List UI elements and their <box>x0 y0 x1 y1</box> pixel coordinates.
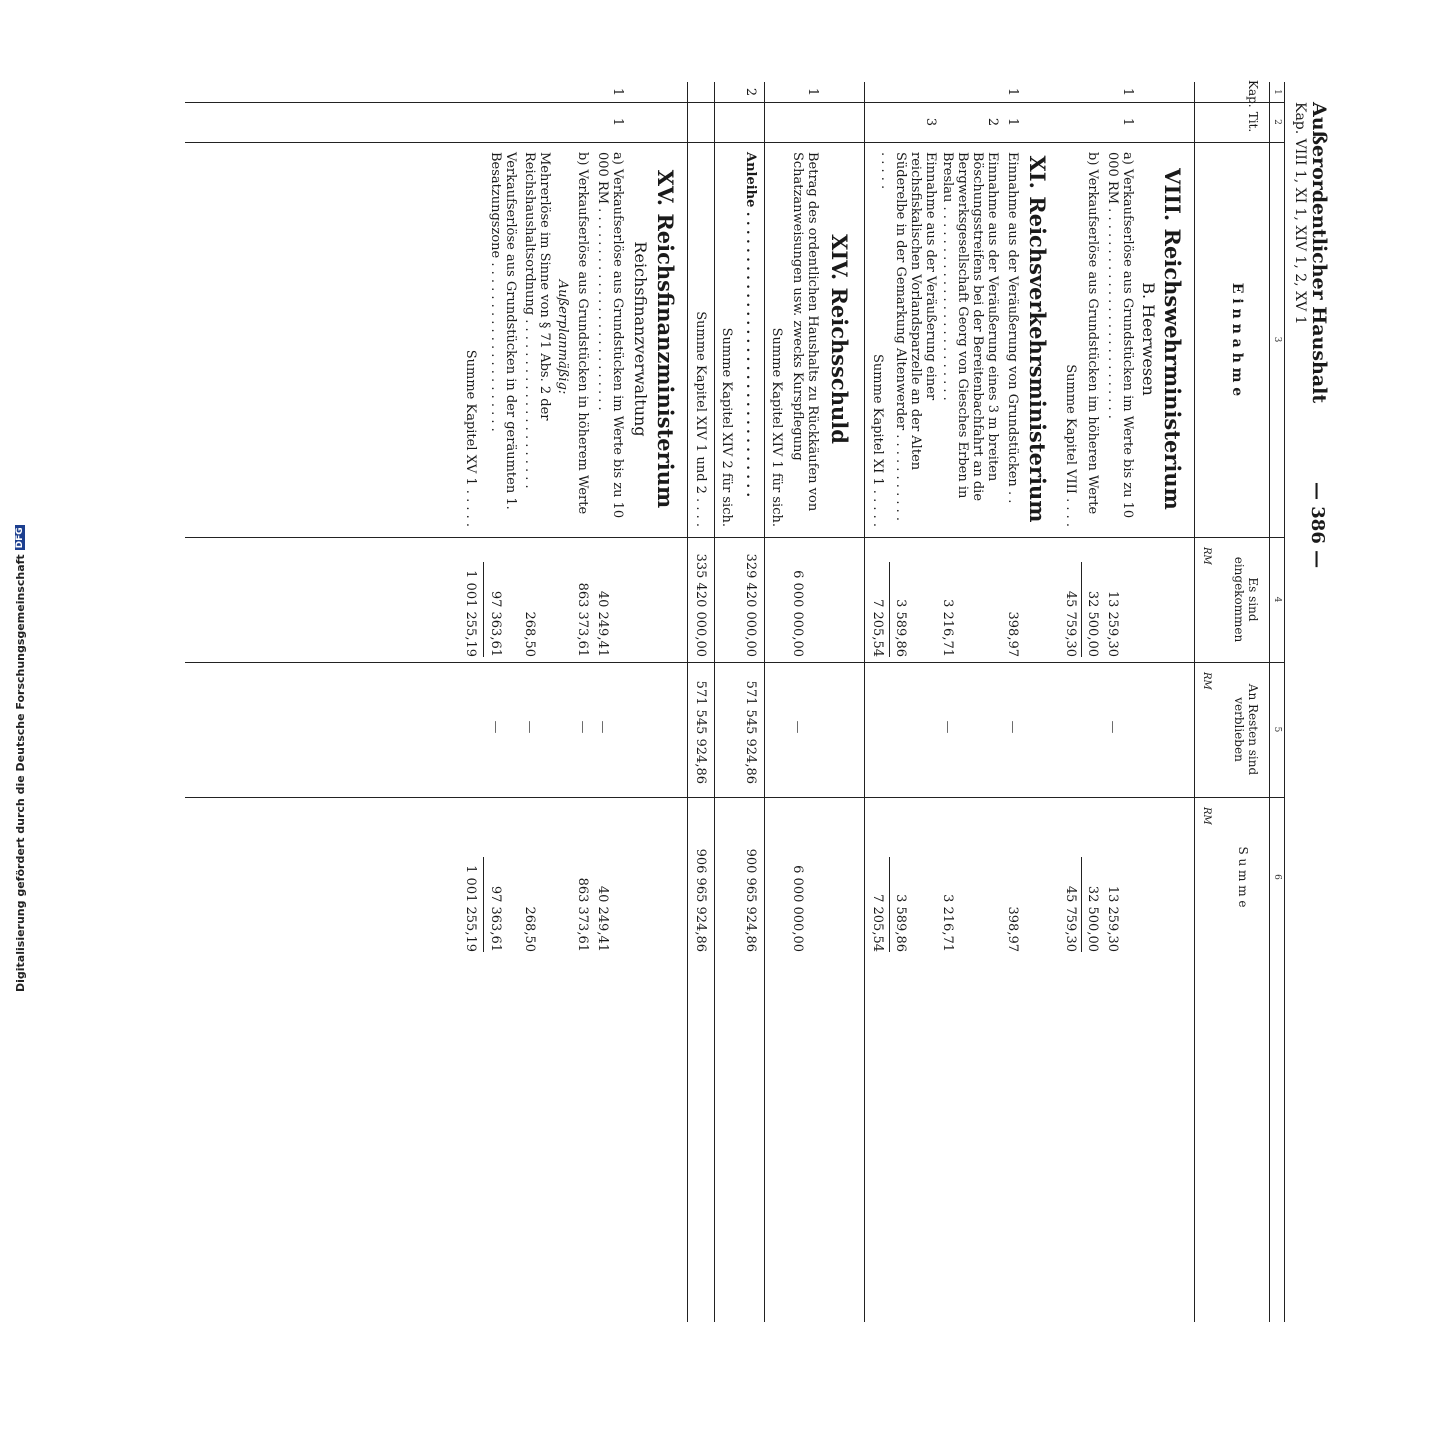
val-xi-1-c4: 398,97 <box>1005 611 1020 657</box>
col-kap-header: Kap. <box>1246 80 1260 108</box>
section-xi-title: XI. Reichsverkehrsministerium <box>1025 155 1050 523</box>
val-xi-2-c4: 3 216,71 <box>940 599 955 657</box>
val-xv-mehr-c4: 268,50 <box>522 611 537 657</box>
sum-xi-c4: 7 205,54 <box>870 599 885 657</box>
row-xiv-2: Anleihe . . . . . . . . . . . . . . . . . . . . . . . . . . . . . . . . <box>743 152 758 498</box>
document-page <box>80 62 1340 962</box>
sum-xv-c6: 1 001 255,19 <box>463 865 478 952</box>
val-viii-a-c4: 13 259,30 <box>1105 590 1120 657</box>
row-xv-besatzungszone: Verkaufserlöse aus Grundstücken in der geräumten 1. Besatzungszone . . . . . . . . . . . . . . . . . . . . . <box>488 152 518 510</box>
dfg-logo: DFG <box>15 527 25 549</box>
colnum-3: 3 <box>1272 336 1282 343</box>
rule-col5 <box>185 797 1285 798</box>
val-xv-a-c6: 40 249,41 <box>595 885 610 952</box>
val-xv-a-c4: 40 249,41 <box>595 590 610 657</box>
row-xv-a: a) Verkaufserlöse aus Grundstücken im Werte bis zu 10 000 RM . . . . . . . . . . . . . . . . . . . . . . . . . <box>595 152 625 519</box>
tit-xi-2: 2 <box>985 117 1000 127</box>
val-xiv-2-c6: 900 965 924,86 <box>743 848 758 952</box>
rule-viii-c6 <box>1081 857 1082 952</box>
val-xv-bes-c6: 97 363,61 <box>488 885 503 952</box>
row-xv-b: b) Verkaufserlöse aus Grundstücken in höherem Werte <box>575 152 590 515</box>
val-viii-a-c6: 13 259,30 <box>1105 885 1120 952</box>
val-viii-a-c5: — <box>1105 720 1120 734</box>
sum-xv-label: Summe Kapitel XV 1 . . . . . <box>463 349 478 527</box>
sum-viii-label: Summe Kapitel VIII . . . . <box>1063 364 1078 527</box>
unit-col6: RM <box>1201 807 1212 825</box>
colnum-4: 4 <box>1272 596 1282 603</box>
row-xv-ausserplanmaessig: Außerplanmäßig: <box>555 279 570 395</box>
credit-text: Digitalisierung gefördert durch die Deutsche Forschungsgemeinschaft <box>13 554 27 992</box>
val-xv-b-c4: 863 373,61 <box>575 582 590 657</box>
tit-viii-1: 1 <box>1120 117 1135 127</box>
rule-xi-c4 <box>889 562 890 657</box>
sum-xv-c4: 1 001 255,19 <box>463 570 478 657</box>
val-xi-3-c6: 3 589,86 <box>893 894 908 952</box>
rule-col3 <box>185 537 1285 538</box>
val-xiv-1-c4: 6 000 000,00 <box>790 570 805 657</box>
rule-xv-c4 <box>483 562 484 657</box>
rule-col1 <box>185 102 1285 103</box>
row-xi-1: Einnahme aus der Veräußerung von Grundstücken . . <box>1005 152 1020 504</box>
kap-viii: 1 <box>1120 87 1135 97</box>
val-xv-b-c6: 863 373,61 <box>575 877 590 952</box>
unit-col4: RM <box>1201 547 1212 565</box>
rule-after-xi <box>864 82 865 1322</box>
val-xi-2-c5: — <box>940 720 955 734</box>
col-summe-header: S u m m e <box>1236 846 1250 908</box>
row-viii-b: b) Verkaufserlöse aus Grundstücken im höheren Werte <box>1085 152 1100 515</box>
val-xi-2-c6: 3 216,71 <box>940 894 955 952</box>
section-xv-title: XV. Reichsfinanzministerium <box>653 169 678 509</box>
val-xiv-1-c6: 6 000 000,00 <box>790 865 805 952</box>
rule-colnum <box>1269 82 1270 1322</box>
val-xv-bes-c5: — <box>488 720 503 734</box>
rule-after-xiv <box>687 82 688 1322</box>
val-xv-a-c5: — <box>595 720 610 734</box>
val-xiv-2-c5: 571 545 924,86 <box>743 680 758 784</box>
sum-viii-c4: 45 759,30 <box>1063 590 1078 657</box>
sum-xiv-total-c5: 571 545 924,86 <box>693 680 708 784</box>
rule-xi-c6 <box>889 857 890 952</box>
document-subtitle: Kap. VIII 1, XI 1, XIV 1, 2, XV 1 <box>1292 102 1308 325</box>
colnum-5: 5 <box>1272 726 1282 733</box>
row-xi-2: Einnahme aus der Veräußerung eines 3 m breiten Böschungsstreifens bei der Bereitenbachfahrt an die Bergwerksgesellschaft Georg von Giesches Erben in Breslau . . . . . . . . . . . . . . . . . . . . . . . . <box>940 152 1000 502</box>
colnum-2: 2 <box>1272 119 1282 125</box>
kap-xi: 1 <box>1005 87 1020 97</box>
val-xi-3-c4: 3 589,86 <box>893 599 908 657</box>
val-xv-b-c5: — <box>575 720 590 734</box>
sum-xiv-total-c4: 335 420 000,00 <box>693 553 708 657</box>
val-xv-mehr-c6: 268,50 <box>522 906 537 952</box>
val-xi-1-c6: 398,97 <box>1005 906 1020 952</box>
sum-xiv-total-label: Summe Kapitel XIV 1 und 2 . . . . <box>693 311 708 527</box>
rule-header <box>1194 82 1195 1322</box>
rule-viii-c4 <box>1081 562 1082 657</box>
col-reste-header: An Resten sind verblieben <box>1232 683 1260 776</box>
col-eingekommen-header: Es sind eingekommen <box>1232 556 1260 643</box>
kap-xv: 1 <box>610 87 625 97</box>
col-einnahme-header: E i n n a h m e <box>1229 282 1245 397</box>
rule-after-xiv-2 <box>714 82 715 1322</box>
val-xi-1-c5: — <box>1005 720 1020 734</box>
val-viii-b-c6: 32 500,00 <box>1085 885 1100 952</box>
rule-after-xiv-1 <box>764 82 765 1322</box>
tit-xi-3: 3 <box>923 117 938 127</box>
rule-xv-c6 <box>483 857 484 952</box>
val-xv-mehr-c5: — <box>522 720 537 734</box>
section-xv-subtitle: Reichsfinanzverwaltung <box>631 241 650 437</box>
val-xv-bes-c4: 97 363,61 <box>488 590 503 657</box>
row-viii-a: a) Verkaufserlöse aus Grundstücken im Werte bis zu 10 000 RM . . . . . . . . . . . . . . . . . . . . . . . . . . <box>1105 152 1135 519</box>
sum-xiv-2-label: Summe Kapitel XIV 2 für sich. <box>719 327 734 527</box>
section-xiv-title: XIV. Reichsschuld <box>827 234 852 444</box>
val-viii-b-c4: 32 500,00 <box>1085 590 1100 657</box>
sum-xiv-1-label: Summe Kapitel XIV 1 für sich. <box>769 327 784 527</box>
rule-col2 <box>185 142 1285 143</box>
kap-xiv-2: 2 <box>743 87 758 97</box>
sum-xiv-total-c6: 906 965 924,86 <box>693 848 708 952</box>
val-xiv-2-c4: 329 420 000,00 <box>743 553 758 657</box>
rule-col4 <box>185 662 1285 663</box>
row-xiv-1: Betrag des ordentlichen Haushalts zu Rückkäufen von Schatzanweisungen usw. zwecks Kurspflegung <box>790 152 820 512</box>
rule-top <box>1284 82 1285 1322</box>
val-xiv-1-c5: — <box>790 720 805 734</box>
page-number: — 386 — <box>1307 482 1328 569</box>
tit-xv-1: 1 <box>610 117 625 127</box>
tit-xi-1: 1 <box>1005 117 1020 127</box>
unit-col5: RM <box>1201 672 1212 690</box>
row-xi-3: Einnahme aus der Veräußerung einer reichsfiskalischen Vorlandsparzelle an der Alten Süderelbe in der Gemarkung Altenwerder . . . . . . . . . . . . . . . . <box>878 152 938 521</box>
col-tit-header: Tit. <box>1246 111 1260 133</box>
section-viii-title: VIII. Reichswehrministerium <box>1160 168 1185 510</box>
row-xv-mehrerloese: Mehrerlöse im Sinne von § 71 Abs. 2 der Reichshaushaltsordnung . . . . . . . . . . . . . . . . . . . . . <box>522 152 552 489</box>
sum-xi-c6: 7 205,54 <box>870 894 885 952</box>
sum-viii-c6: 45 759,30 <box>1063 885 1078 952</box>
document-title: Außerordentlicher Haushalt <box>1308 102 1330 404</box>
kap-xiv-1: 1 <box>805 87 820 97</box>
colnum-1: 1 <box>1272 89 1282 95</box>
section-viii-subtitle: B. Heerwesen <box>1139 282 1158 396</box>
sum-xi-label: Summe Kapitel XI 1 . . . . . <box>870 353 885 527</box>
colnum-6: 6 <box>1272 874 1282 880</box>
